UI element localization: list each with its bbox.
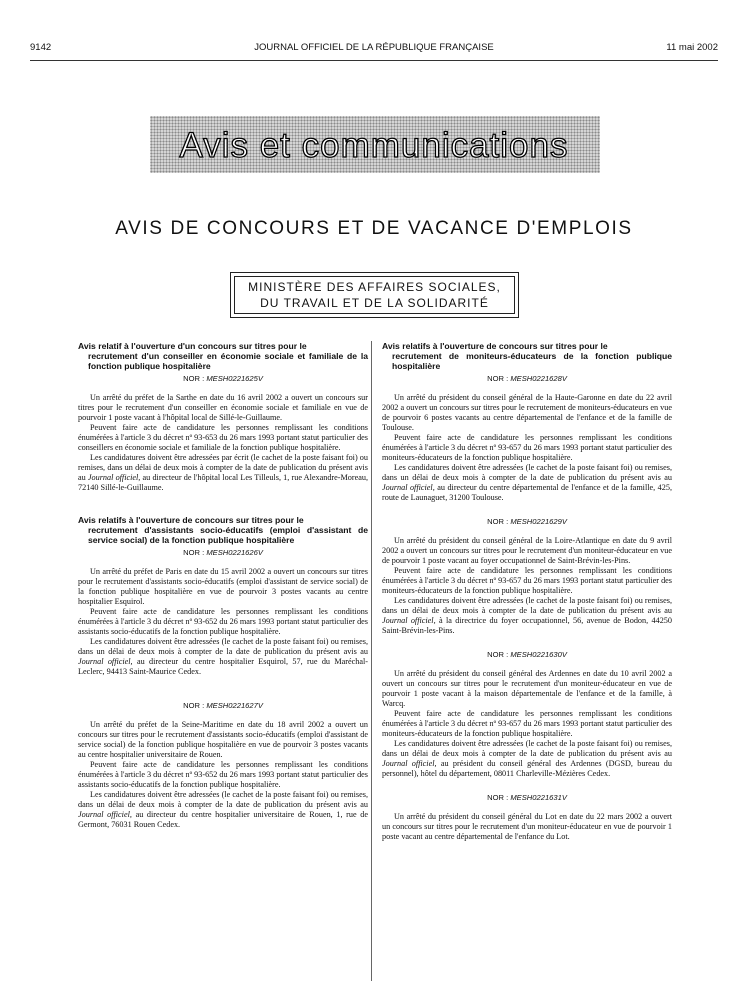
nor-label: NOR : [487,650,509,659]
notice-loire-atlantique [382,517,672,636]
paragraph: Un arrêté du président du conseil général des Ardennes en date du 10 avril 2002 a ouvert un concours sur titres pour le recrutement d'un moniteur-éducateur en vue de pourvoir 1 poste vacant à la maison départementale de l'enfance et de la famille, à Warcq. [382,669,672,708]
journal-officiel-ref: Journal officiel, [78,657,133,666]
ministry-line-2: DU TRAVAIL ET DE LA SOLIDARITÉ [260,296,489,310]
nor-code: MESH0221628V [510,374,567,383]
text: à la directrice du foyer occupationnel, 56, avenue de Bodon, 44250 Saint-Brévin-les-Pins. [382,616,672,635]
paragraph [382,596,672,636]
notice-title-line1: Avis relatifs à l'ouverture de concours sur titres pour le [78,515,304,525]
nor-label: NOR : [183,548,205,557]
paragraph: Un arrêté du président du conseil général de la Haute-Garonne en date du 22 avril 2002 a ouvert un concours sur titres pour le recrutement de moniteurs-éducateurs en vue de pourvoir 6 postes vacants au centre départemental de l'enfance et de la famille de Toulouse. [382,393,672,432]
paragraph [382,463,672,503]
journal-officiel-ref: Journal officiel, [78,810,132,819]
nor-code: MESH0221629V [510,517,567,526]
paragraph: Peuvent faire acte de candidature les personnes remplissant les conditions énumérées à l'article 3 du décret nº 93-652 du 26 mars 1993 portant statut particulier des assistants socio-éducatifs de la fonction publique hospitalière. [78,607,368,636]
text: Les candidatures doivent être adressées (le cachet de la poste faisant foi) ou remises, dans un délai de deux mois à compter de la date de publication du présent avis au [382,739,672,758]
paragraph [382,739,672,779]
paragraph: Un arrêté du préfet de la Seine-Maritime en date du 18 avril 2002 a ouvert un concours sur titres pour le recrutement d'assistants socio-éducatifs (emploi d'assistant de service social) de la fonction publique hospitalière en vue de pourvoir 3 postes vacants au centre hospitalier universitaire de Rouen. [78,720,368,759]
notice-conseiller-esf [78,341,368,493]
right-column [382,341,672,842]
notice-moniteurs-educateurs [382,341,672,503]
nor-reference [78,374,368,384]
paragraph [78,790,368,830]
notice-title-line1: Avis relatif à l'ouverture d'un concours sur titres pour le [78,341,307,351]
paragraph: Un arrêté du président du conseil général de la Loire-Atlantique en date du 9 avril 2002 a ouvert un concours sur titres pour le recrutement d'un moniteur-éducateur en vue de pourvoir 1 poste vacant au foyer occupationnel de Saint-Brévin-les-Pins. [382,536,672,565]
text: Les candidatures doivent être adressées (le cachet de la poste faisant foi) ou remises, dans un délai de deux mois à compter de la date de publication du présent avis au [382,596,672,615]
nor-reference [78,548,368,558]
paragraph: Peuvent faire acte de candidature les personnes remplissant les conditions énumérées à l'article 3 du décret nº 93-657 du 26 mars 1993 portant statut particulier des moniteurs-éducateurs de la fonction publique hospitalière. [382,709,672,738]
ministry-box [230,272,519,318]
publication-date: 11 mai 2002 [666,42,718,53]
journal-title: JOURNAL OFFICIEL DE LA RÉPUBLIQUE FRANÇAISE [254,42,494,53]
page-number: 9142 [30,42,52,53]
nor-label: NOR : [183,374,205,383]
nor-code: MESH0221625V [206,374,263,383]
journal-officiel-ref: Journal officiel, [87,473,141,482]
text: au président du conseil général des Ardennes (DGSD, bureau du personnel), hôtel du département, 08011 Charleville-Mézières Cedex. [382,759,672,778]
text: Les candidatures doivent être adressées par écrit (le cachet de la poste faisant foi) ou remises, dans un délai de deux mois à compter de la date de publication du présent avis au [78,453,368,482]
notice-title-line1: Avis relatifs à l'ouverture de concours sur titres pour le [382,341,608,351]
text: au directeur du centre hospitalier universitaire de Rouen, 1, rue de Germont, 76031 Rouen Cedex. [78,810,368,829]
nor-reference [382,374,672,384]
notice-lot [382,793,672,842]
paragraph: Peuvent faire acte de candidature les personnes remplissant les conditions énumérées à l'article 3 du décret nº 93-653 du 26 mars 1993 portant statut particulier des conseillers en économie sociale et familiale de la fonction publique hospitalière. [78,423,368,452]
left-column [78,341,368,830]
text: au directeur du centre départemental de l'enfance et de la famille, 425, route de Launaguet, 31200 Toulouse. [382,483,673,502]
paragraph: Peuvent faire acte de candidature les personnes remplissant les conditions énumérées à l'article 3 du décret nº 93-657 du 26 mars 1993 portant statut particulier des moniteurs-éducateurs de la fonction publique hospitalière. [382,433,672,462]
notice-title [382,341,672,371]
text: Les candidatures doivent être adressées (le cachet de la poste faisant foi) ou remises, dans un délai de deux mois à compter de la date de publication du présent avis au [78,790,368,809]
paragraph: Peuvent faire acte de candidature les personnes remplissant les conditions énumérées à l'article 3 du décret nº 93-652 du 26 mars 1993 portant statut particulier des assistants socio-éducatifs de la fonction publique hospitalière. [78,760,368,789]
journal-officiel-ref: Journal officiel, [382,759,437,768]
paragraph: Peuvent faire acte de candidature les personnes remplissant les conditions énumérées à l'article 3 du décret nº 93-657 du 26 mars 1993 portant statut particulier des moniteurs-éducateurs de la fonction publique hospitalière. [382,566,672,595]
section-title: AVIS DE CONCOURS ET DE VACANCE D'EMPLOIS [115,218,633,239]
notice-ardennes [382,650,672,779]
ministry-box-inner [234,276,515,314]
page-header [30,42,718,56]
notice-title-rest: recrutement de moniteurs-éducateurs de la fonction publique hospitalière [392,351,672,371]
nor-code: MESH0221627V [206,701,263,710]
notice-title-rest: recrutement d'assistants socio-éducatifs (emploi d'assistant de service social) de la fonction publique hospitalière [88,525,368,545]
paragraph: Un arrêté du préfet de la Sarthe en date du 16 avril 2002 a ouvert un concours sur titres pour le recrutement d'un conseiller en économie sociale et familiale en vue de pourvoir 1 poste vacant à l'hôpital local de Sillé-le-Guillaume. [78,393,368,422]
nor-reference [382,650,672,660]
notice-chu-rouen [78,701,368,830]
nor-label: NOR : [183,701,205,710]
journal-officiel-ref: Journal officiel, [382,483,435,492]
text: au directeur du centre hospitalier Esquirol, 57, rue du Maréchal-Leclerc, 94413 Saint-Maurice Cedex. [78,657,368,676]
banner-title: Avis et communications [179,126,569,165]
nor-reference [382,793,672,803]
paragraph [78,637,368,677]
journal-officiel-ref: Journal officiel, [382,616,436,625]
nor-label: NOR : [487,374,509,383]
nor-reference [78,701,368,711]
nor-label: NOR : [487,517,509,526]
paragraph: Un arrêté du président du conseil général du Lot en date du 22 mars 2002 a ouvert un concours sur titres pour le recrutement d'un moniteur-éducateur en vue de pourvoir 1 poste vacant au centre départemental de l'enfance du Lot. [382,812,672,841]
paragraph: Un arrêté du préfet de Paris en date du 15 avril 2002 a ouvert un concours sur titres pour le recrutement d'assistants socio-éducatifs (emploi d'assistant de service social) de la fonction publique hospitalière en vue de pourvoir 3 postes vacants au centre hospitalier Esquirol. [78,567,368,606]
nor-label: NOR : [487,793,509,802]
nor-reference [382,517,672,527]
column-divider [371,341,372,981]
ministry-line-1: MINISTÈRE DES AFFAIRES SOCIALES, [248,280,501,294]
paragraph [78,453,368,493]
text: au directeur de l'hôpital local Les Tilleuls, 1, rue Alexandre-Moreau, 72140 Sillé-le-Guillaume. [78,473,369,492]
notice-title-rest: recrutement d'un conseiller en économie sociale et familiale de la fonction publique hospitalière [88,351,368,371]
notice-title [78,341,368,371]
nor-code: MESH0221630V [510,650,567,659]
nor-code: MESH0221631V [510,793,567,802]
notice-assistants-socio-educatifs [78,515,368,677]
text: Les candidatures doivent être adressées (le cachet de la poste faisant foi) ou remises, dans un délai de deux mois à compter de la date de publication du présent avis au [382,463,672,482]
text: Les candidatures doivent être adressées (le cachet de la poste faisant foi) ou remises, dans un délai de deux mois à compter de la date de publication du présent avis au [78,637,368,656]
nor-code: MESH0221626V [206,548,263,557]
notice-title [78,515,368,545]
header-rule [30,60,718,61]
